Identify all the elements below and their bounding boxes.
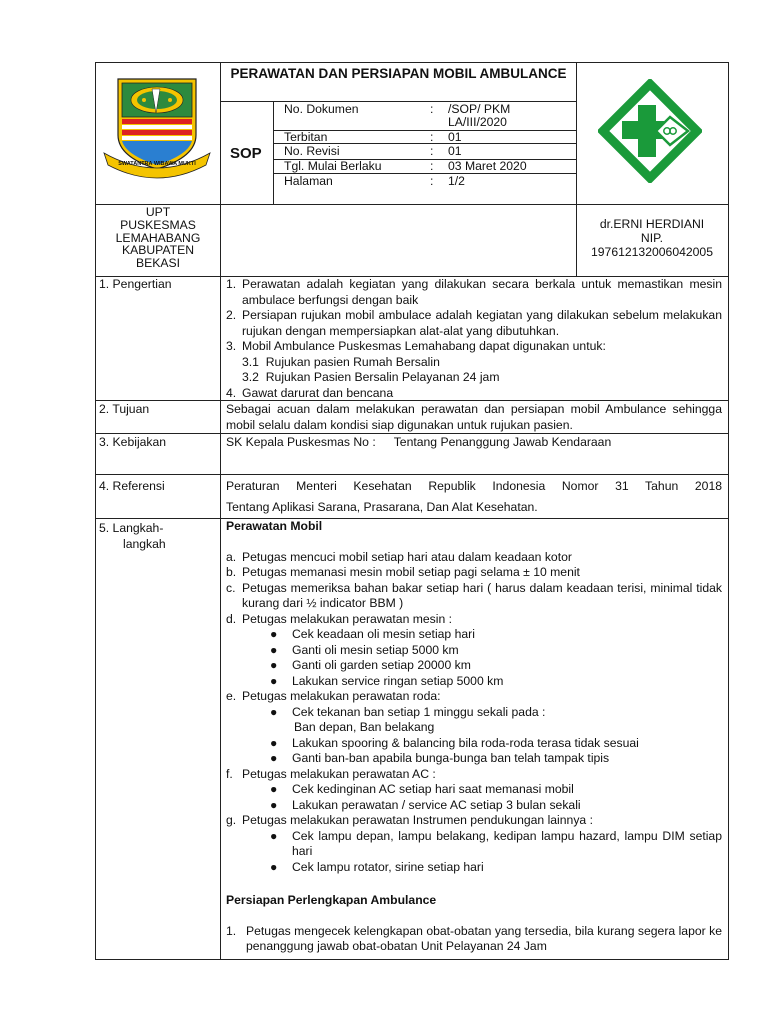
seal-motto: SWATANTRA WIBAWA MUKTI — [118, 161, 196, 167]
subitem-number: 3.1 — [242, 354, 259, 369]
list-item — [226, 386, 722, 402]
section-label-referensi: 4. Referensi — [99, 479, 165, 493]
meta-label-terbitan: Terbitan — [284, 130, 328, 144]
bullet-item — [226, 798, 722, 814]
meta-label-no-dokumen: No. Dokumen — [284, 102, 359, 116]
bullet-item — [226, 705, 722, 721]
list-item — [226, 370, 722, 386]
bullet-text: Cek lampu depan, lampu belakang, kedipan lampu hazard, lampu DIM setiap hari — [292, 828, 722, 858]
list-item — [226, 767, 722, 783]
bullet-text: Cek lampu rotator, sirine setiap hari — [292, 859, 484, 874]
section-body-tujuan: Sebagai acuan dalam melakukan perawatan dan persiapan mobil Ambulance sehingga mobil selalu dalam kondisi siap digunakan untuk rujukan pasien. — [226, 402, 722, 432]
item-number: 2. — [226, 308, 237, 322]
subitem-number: 3.2 — [242, 370, 259, 384]
bullet-text: Ganti oli mesin setiap 5000 km — [292, 642, 459, 657]
bullet-item — [226, 643, 722, 659]
puskesmas-logo — [598, 79, 702, 183]
list-item — [226, 612, 722, 628]
item-number: 1. — [226, 277, 237, 291]
bullet-icon: ● — [270, 642, 278, 657]
item-number: 1. — [226, 923, 237, 938]
signer-name: dr.ERNI HERDIANI — [599, 217, 705, 231]
bullet-icon: ● — [270, 828, 278, 843]
item-text: Petugas memanasi mesin mobil setiap pagi selama ± 10 menit — [242, 565, 580, 579]
item-number: 4. — [226, 385, 237, 400]
section-body-langkah — [226, 519, 722, 955]
item-letter: b. — [226, 565, 237, 579]
list-item — [226, 565, 722, 581]
bullet-text: Ganti oli garden setiap 20000 km — [292, 658, 471, 672]
signer-nip: 197612132006042005 — [590, 245, 713, 259]
list-item — [226, 689, 722, 705]
document-title: PERAWATAN DAN PERSIAPAN MOBIL AMBULANCE — [230, 66, 567, 81]
section-label-pengertian: 1. Pengertian — [99, 277, 172, 291]
list-item — [226, 581, 722, 612]
item-letter: f. — [226, 766, 233, 781]
section-body-pengertian — [226, 277, 722, 401]
org-line: KABUPATEN — [121, 243, 194, 258]
item-text: Persiapan rujukan mobil ambulace adalah kegiatan yang dilakukan sebelum melakukan rujukan dengan mempersiapkan alat-alat yang dibutuhkan. — [242, 308, 722, 338]
langkah-label-line: langkah — [123, 536, 166, 551]
subitem-text: Rujukan Pasien Bersalin Pelayanan 24 jam — [265, 370, 500, 384]
bullet-item — [226, 627, 722, 643]
bullet-text: Cek tekanan ban setiap 1 minggu sekali pada : — [292, 704, 546, 719]
bullet-icon: ● — [270, 704, 278, 719]
kebijakan-tentang: Tentang Penanggung Jawab Kendaraan — [393, 435, 612, 449]
bullet-icon: ● — [270, 751, 278, 765]
section-label-kebijakan: 3. Kebijakan — [99, 435, 167, 449]
heading-perawatan-mobil: Perawatan Mobil — [226, 519, 323, 533]
meta-value-tgl-mulai: 03 Maret 2020 — [448, 159, 527, 173]
bullet-icon: ● — [270, 673, 278, 688]
item-text: Petugas melakukan perawatan AC : — [242, 766, 436, 781]
item-text: Petugas melakukan perawatan mesin : — [242, 611, 453, 626]
org-line: UPT — [145, 205, 171, 219]
bullet-text: Lakukan service ringan setiap 5000 km — [292, 673, 504, 688]
bullet-item — [226, 751, 722, 767]
list-item — [226, 339, 722, 355]
org-line: LEMAHABANG — [115, 230, 201, 245]
meta-colon: : — [430, 130, 434, 144]
bullet-subtext: Ban depan, Ban belakang — [294, 720, 435, 734]
meta-colon: : — [430, 159, 434, 173]
bullet-icon: ● — [270, 735, 278, 750]
org-line: BEKASI — [135, 256, 181, 271]
sop-label: SOP — [230, 145, 262, 162]
list-item — [226, 308, 722, 339]
item-text: Gawat darurat dan bencana — [242, 385, 394, 400]
list-item — [226, 813, 722, 829]
item-letter: g. — [226, 813, 237, 827]
signer-nip-label: NIP. — [640, 231, 664, 245]
item-text: Perawatan adalah kegiatan yang dilakukan secara berkala untuk memastikan mesin ambulace berfungsi dengan baik — [242, 277, 722, 307]
meta-colon: : — [430, 144, 434, 158]
bullet-text: Cek kedinginan AC setiap hari saat memanasi mobil — [292, 782, 574, 796]
item-text: Petugas mencuci mobil setiap hari atau dalam keadaan kotor — [242, 549, 572, 564]
item-letter: d. — [226, 611, 237, 626]
item-text: Mobil Ambulance Puskesmas Lemahabang dapat digunakan untuk: — [242, 339, 606, 353]
item-text: Petugas mengecek kelengkapan obat-obatan yang tersedia, bila kurang segera lapor ke penanggung jawab obat-obatan Unit Pelayanan 24 Jam — [246, 923, 722, 953]
bullet-item — [226, 736, 722, 752]
langkah-label-line: 5. Langkah- — [99, 521, 164, 535]
section-body-kebijakan — [226, 435, 722, 451]
meta-value-no-dokumen: /SOP/ PKM LA/III/2020 — [448, 102, 511, 129]
item-letter: c. — [226, 580, 236, 595]
subitem-text: Rujukan pasien Rumah Bersalin — [265, 354, 440, 369]
item-letter: a. — [226, 549, 237, 564]
meta-colon: : — [430, 174, 434, 188]
bullet-icon: ● — [270, 797, 278, 812]
bullet-text: Ganti ban-ban apabila bunga-bunga ban telah tampak tipis — [292, 751, 610, 765]
bullet-icon: ● — [270, 859, 278, 874]
bullet-icon: ● — [270, 627, 278, 641]
bullet-text: Lakukan perawatan / service AC setiap 3 bulan sekali — [292, 797, 581, 812]
kebijakan-sk: SK Kepala Puskesmas No : — [226, 435, 376, 449]
item-text: Petugas memeriksa bahan bakar setiap hari ( harus dalam keadaan terisi, minimal tidak kurang dari ½ indicator BBM ) — [242, 580, 722, 610]
bullet-text: Lakukan spooring & balancing bila roda-roda terasa tidak sesuai — [292, 735, 639, 750]
meta-label-no-revisi: No. Revisi — [284, 144, 340, 158]
bullet-item — [226, 782, 722, 798]
item-text: Petugas melakukan perawatan Instrumen pendukungan lainnya : — [242, 813, 593, 827]
org-name — [96, 206, 220, 270]
item-text: Petugas melakukan perawatan roda: — [242, 689, 441, 703]
referensi-line-2: Tentang Aplikasi Sarana, Prasarana, Dan Alat Kesehatan. — [226, 500, 538, 514]
signer-block — [576, 217, 728, 259]
item-letter: e. — [226, 689, 237, 703]
bullet-text: Cek keadaan oli mesin setiap hari — [292, 627, 475, 641]
bullet-item — [226, 658, 722, 674]
meta-label-halaman: Halaman — [284, 174, 333, 188]
meta-value-halaman: 1/2 — [448, 174, 465, 188]
list-item — [226, 355, 722, 371]
meta-value-terbitan: 01 — [448, 130, 462, 144]
heading-persiapan-perlengkapan: Persiapan Perlengkapan Ambulance — [226, 893, 437, 907]
regency-seal-logo — [100, 73, 214, 181]
referensi-line-1: Peraturan Menteri Kesehatan Republik Indonesia Nomor 31 Tahun 2018 — [226, 479, 722, 493]
bullet-icon: ● — [270, 658, 278, 672]
bullet-icon: ● — [270, 782, 278, 796]
item-number: 3. — [226, 339, 237, 353]
meta-value-no-revisi: 01 — [448, 144, 462, 158]
list-item — [226, 924, 722, 955]
list-item — [226, 277, 722, 308]
meta-colon: : — [430, 102, 434, 116]
sop-document — [95, 62, 729, 960]
list-item — [226, 550, 722, 566]
bullet-item — [226, 829, 722, 860]
bullet-item — [226, 674, 722, 690]
section-label-langkah — [99, 521, 166, 552]
bullet-item — [226, 860, 722, 876]
section-label-tujuan: 2. Tujuan — [99, 402, 150, 416]
meta-label-tgl-mulai: Tgl. Mulai Berlaku — [284, 159, 382, 173]
org-line: PUSKESMAS — [120, 217, 196, 232]
